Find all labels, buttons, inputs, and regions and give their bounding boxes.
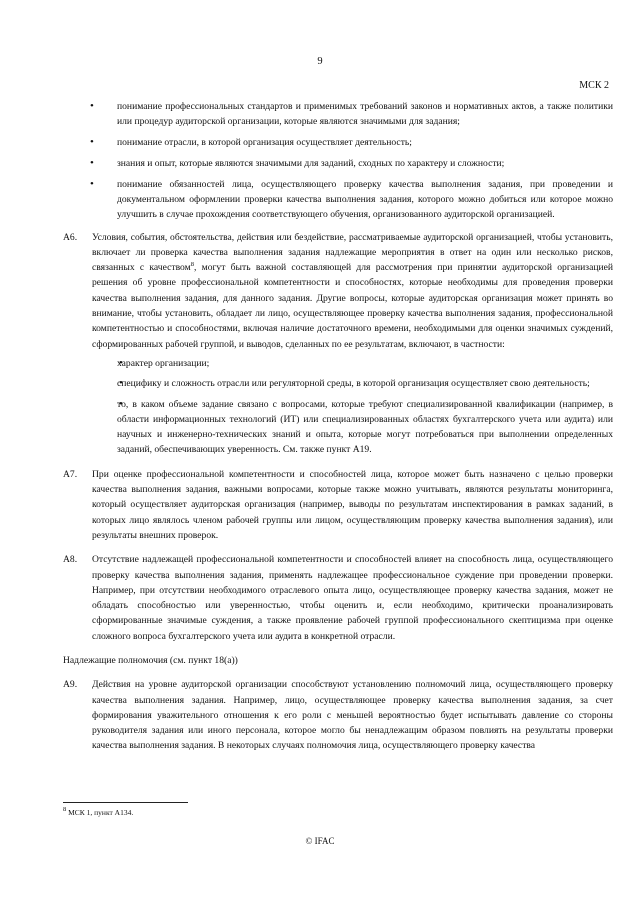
paragraph-text: Действия на уровне аудиторской организации способствуют установлению полномочий лица, осуществляющего проверку качества выполнения задания. Например, лицо, осуществляющее проверку качества выполнения задания, за счет формирования уважительного отношения к его роли с меньшей вероятностью будет испытывать давление со стороны руководителя задания или иного персонала, которое могло бы ненадлежащим образом повлиять на результаты проверки качества выполнения задания. В некоторых случаях полномочия лица, осуществляющего проверку качества [92, 679, 613, 752]
section-heading: Надлежащие полномочия (см. пункт 18(а)) [63, 655, 238, 666]
footnote-mark: 8 [63, 806, 67, 813]
footnote-text: МСК 1, пункт А134. [66, 808, 134, 817]
paragraph-a8 [63, 552, 613, 644]
page-body [63, 99, 613, 763]
footnote-divider [63, 802, 188, 803]
footnote-reference: 8 [190, 261, 194, 269]
list-item: • знания и опыт, которые являются значимыми для заданий, сходных по характеру и сложности; [63, 156, 613, 171]
paragraph-text: При оценке профессиональной компетентности и способностей лица, которое может быть назначено с целью проверки качества выполнения задания, важными вопросами, которые также можно учитывать, являются результаты мониторинга, который осуществляет аудиторская организация (например, выводы по результатам инспектирования в рамках заданий, в которых лицо являлось членом рабочей группы или лицом, осуществляющим проверку качества выполнения задания), или результаты внешних проверок. [92, 468, 613, 541]
list-item: • понимание отрасли, в которой организация осуществляет деятельность; [63, 135, 613, 150]
list-item: • понимание обязанностей лица, осуществляющего проверку качества выполнения задания, при проведении и документальном оформлении проверки качества выполнения задания, которого можно добиться или которое можно улучшить в случае прохождения соответствующего обучения, организованного аудиторской организацией. [63, 177, 613, 223]
paragraph-a9 [63, 677, 613, 753]
sub-list [92, 356, 613, 458]
paragraph-number: А9. [63, 679, 78, 691]
paragraph-text: Условия, события, обстоятельства, действия или бездействие, рассматриваемые аудиторской организацией, чтобы установить, включает ли проверка качества выполнения задания надлежащие мероприятия в ответ на один или несколько рисков, связанных с качеством [92, 231, 613, 274]
paragraph-a7 [63, 467, 613, 543]
paragraph-text: , могут быть важной составляющей для рассмотрения при принятии аудиторской организацией решения об уровне профессиональной компетентности и способностях, которые необходимы для проведения проверки качества выполнения задания, для данного задания. Другие вопросы, которые аудиторская организация может принять во внимание, чтобы установить, обладает ли лицо, осуществляющее проверку качества выполнения задания, профессиональной компетентностью и способностями, включая наличие достаточного времени, необходимыми для оценки значимых суждений, сформированных рабочей группой, и выводов, сделанных по ее результатам, включают, в частности: [92, 262, 613, 350]
list-item: • то, в каком объеме задание связано с вопросами, которые требуют специализированной квалификации (например, в области информационных технологий (ИТ) или специализированных областях бухгалтерского учета или аудита) или научных и инженерно-технических знаний и опыта, которые могут потребоваться при выполнении определенных заданий, обеспечивающих уверенность. См. также пункт А19. [92, 397, 613, 458]
page-number: 9 [317, 56, 323, 67]
list-item: • понимание профессиональных стандартов и применимых требований законов и нормативных актов, а также политики или процедур аудиторской организации, которые являются значимыми для задания; [63, 99, 613, 130]
paragraph-a6 [63, 230, 613, 458]
document-code: МСК 2 [579, 80, 609, 91]
paragraph-number: А6. [63, 231, 78, 243]
paragraph-number: А7. [63, 468, 78, 480]
paragraph-number: А8. [63, 554, 78, 566]
list-item: • характер организации; [92, 356, 613, 371]
list-item: • специфику и сложность отрасли или регуляторной среды, в которой организация осуществляет свою деятельность; [92, 376, 613, 391]
footnote [63, 808, 133, 817]
footer-copyright: © IFAC [305, 836, 335, 846]
paragraph-text: Отсутствие надлежащей профессиональной компетентности и способностей влияет на способность лица, осуществляющего проверку качества выполнения задания, применять надлежащее профессиональное суждение при проведении проверки. Например, при отсутствии необходимого отраслевого опыта лицо, осуществляющее проверку качества задания, может не обладать способностью или уверенностью, чтобы оценить и, если необходимо, критически проанализировать сформированные значимые суждения, а также проявление рабочей группой профессионального скептицизма при оценке сложного вопроса бухгалтерского учета или аудита в конкретной отрасли. [92, 554, 613, 642]
